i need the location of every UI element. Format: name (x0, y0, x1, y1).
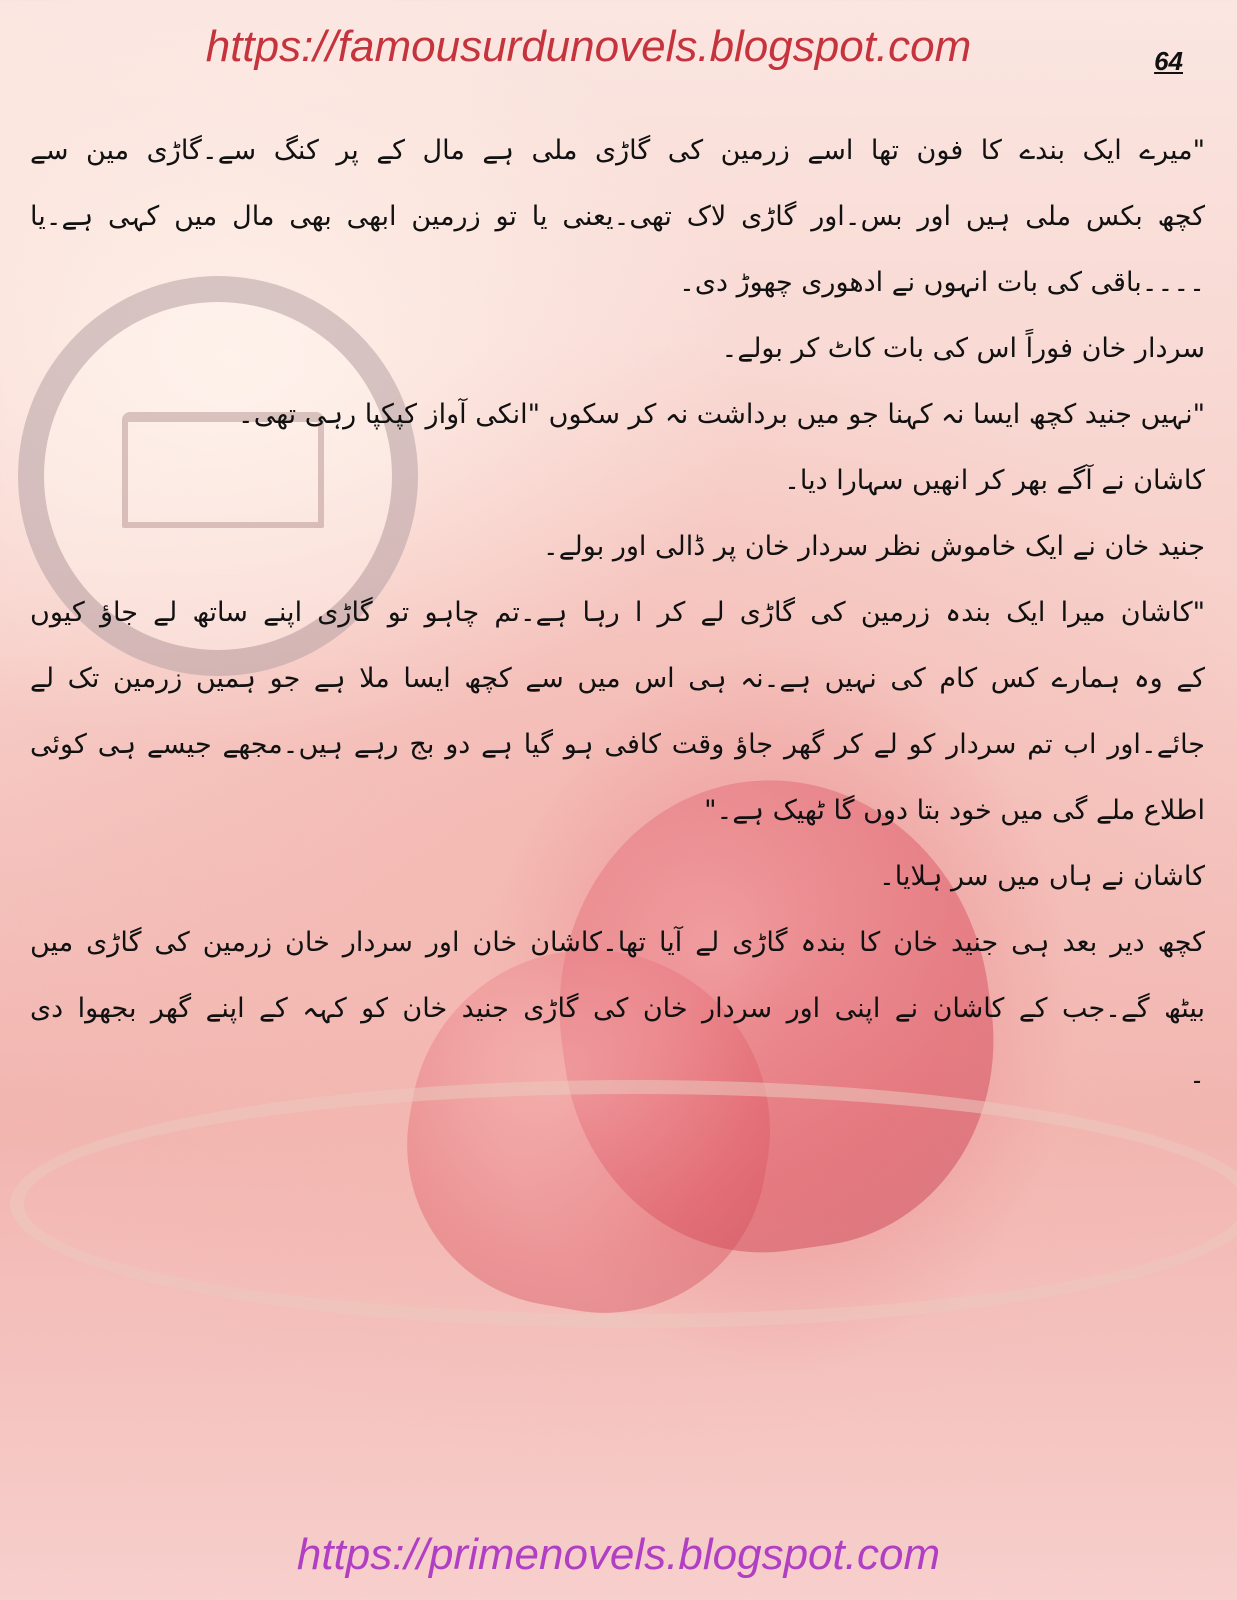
text-line: کاشان نے ہاں میں سر ہلایا۔ (878, 861, 1205, 892)
text-line: "نہیں جنید کچھ ایسا نہ کہنا جو میں برداشت نہ کر سکوں "انکی آواز کپکپا رہی تھی۔ (237, 399, 1205, 430)
text-line: "میرے ایک بندے کا فون تھا اسے زرمین کی گاڑی ملی ہے مال کے پر کنگ سے۔گاڑی مین سے (30, 135, 1205, 166)
footer-url[interactable]: https://primenovels.blogspot.com (296, 1530, 941, 1579)
text-line: کاشان نے آگے بھر کر انھیں سہارا دیا۔ (784, 465, 1205, 496)
text-line: ۔۔۔۔باقی کی بات انہوں نے ادھوری چھوڑ دی۔ (679, 267, 1205, 298)
page-number: 64 (1154, 46, 1183, 76)
text-line: بیٹھ گے۔جب کے کاشان نے اپنی اور سردار خان کی گاڑی جنید خان کو کہہ کے اپنے گھر بجھوا دی (30, 993, 1205, 1024)
text-line: کچھ بکس ملی ہیں اور بس۔اور گاڑی لاک تھی۔یعنی یا تو زرمین ابھی بھی مال میں کہی ہے۔یا (30, 201, 1205, 232)
page-body (30, 118, 1205, 1108)
text-line: کچھ دیر بعد ہی جنید خان کا بندہ گاڑی لے آیا تھا۔کاشان خان اور سردار خان زرمین کی گاڑی میں (30, 927, 1205, 958)
text-line: جائے۔اور اب تم سردار کو لے کر گھر جاؤ وقت کافی ہو گیا ہے دو بج رہے ہیں۔مجھے جیسے ہی کوئی (30, 729, 1205, 760)
text-line: اطلاع ملے گی میں خود بتا دوں گا ٹھیک ہے۔" (704, 795, 1205, 826)
text-line: سردار خان فوراً اس کی بات کاٹ کر بولے۔ (721, 333, 1205, 364)
text-line: جنید خان نے ایک خاموش نظر سردار خان پر ڈالی اور بولے۔ (542, 531, 1205, 562)
text-line: "کاشان میرا ایک بندہ زرمین کی گاڑی لے کر ا رہا ہے۔تم چاہو تو گاڑی اپنے ساتھ لے جاؤ کیوں (30, 597, 1205, 628)
text-line: ۔ (1189, 1059, 1205, 1090)
header-url[interactable]: https://famousurdunovels.blogspot.com (205, 22, 972, 71)
background-ribbon (10, 1080, 1237, 1328)
text-line: کے وہ ہمارے کس کام کی نہیں ہے۔نہ ہی اس میں سے کچھ ایسا ملا ہے جو ہمیں زرمین تک لے (30, 663, 1205, 694)
